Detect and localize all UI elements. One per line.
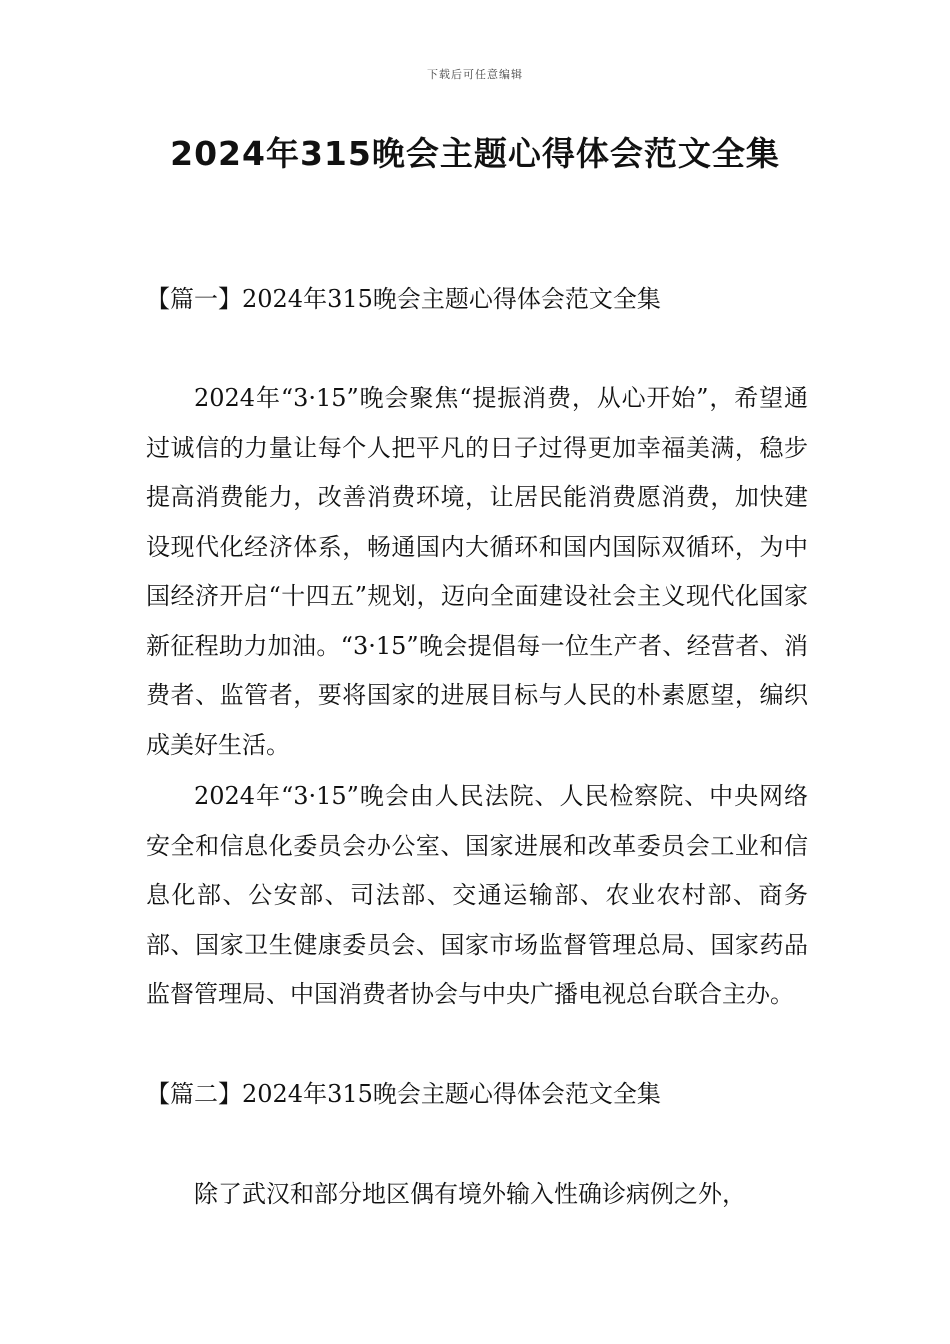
section-2-paragraph-1: 除了武汉和部分地区偶有境外输入性确诊病例之外， bbox=[194, 1180, 746, 1208]
section-1-paragraph-2: 2024年“3·15”晚会由人民法院、人民检察院、中央网络安全和信息化委员会办公室、国家进展和改革委员会工业和信息化部、公安部、司法部、交通运输部、农业农村部、商务部、国家卫生健康委员会、国家市场监督管理总局、国家药品监督管理局、中国消费者协会与中央广播电视总台联合主办。 bbox=[146, 782, 808, 1008]
document-title: 2024年315晚会主题心得体会范文全集 bbox=[170, 134, 780, 173]
header-note: 下载后可任意编辑 bbox=[427, 68, 523, 81]
section-2-heading: 【篇二】2024年315晚会主题心得体会范文全集 bbox=[146, 1080, 661, 1108]
section-1-paragraph-1: 2024年“3·15”晚会聚焦“提振消费，从心开始”，希望通过诚信的力量让每个人把平凡的日子过得更加幸福美满，稳步提高消费能力，改善消费环境，让居民能消费愿消费，加快建设现代化经济体系，畅通国内大循环和国内国际双循环，为中国经济开启“十四五”规划，迈向全面建设社会主义现代化国家新征程助力加油。“3·15”晚会提倡每一位生产者、经营者、消费者、监管者，要将国家的进展目标与人民的朴素愿望，编织成美好生活。 bbox=[146, 384, 808, 759]
section-1-heading: 【篇一】2024年315晚会主题心得体会范文全集 bbox=[146, 285, 661, 313]
